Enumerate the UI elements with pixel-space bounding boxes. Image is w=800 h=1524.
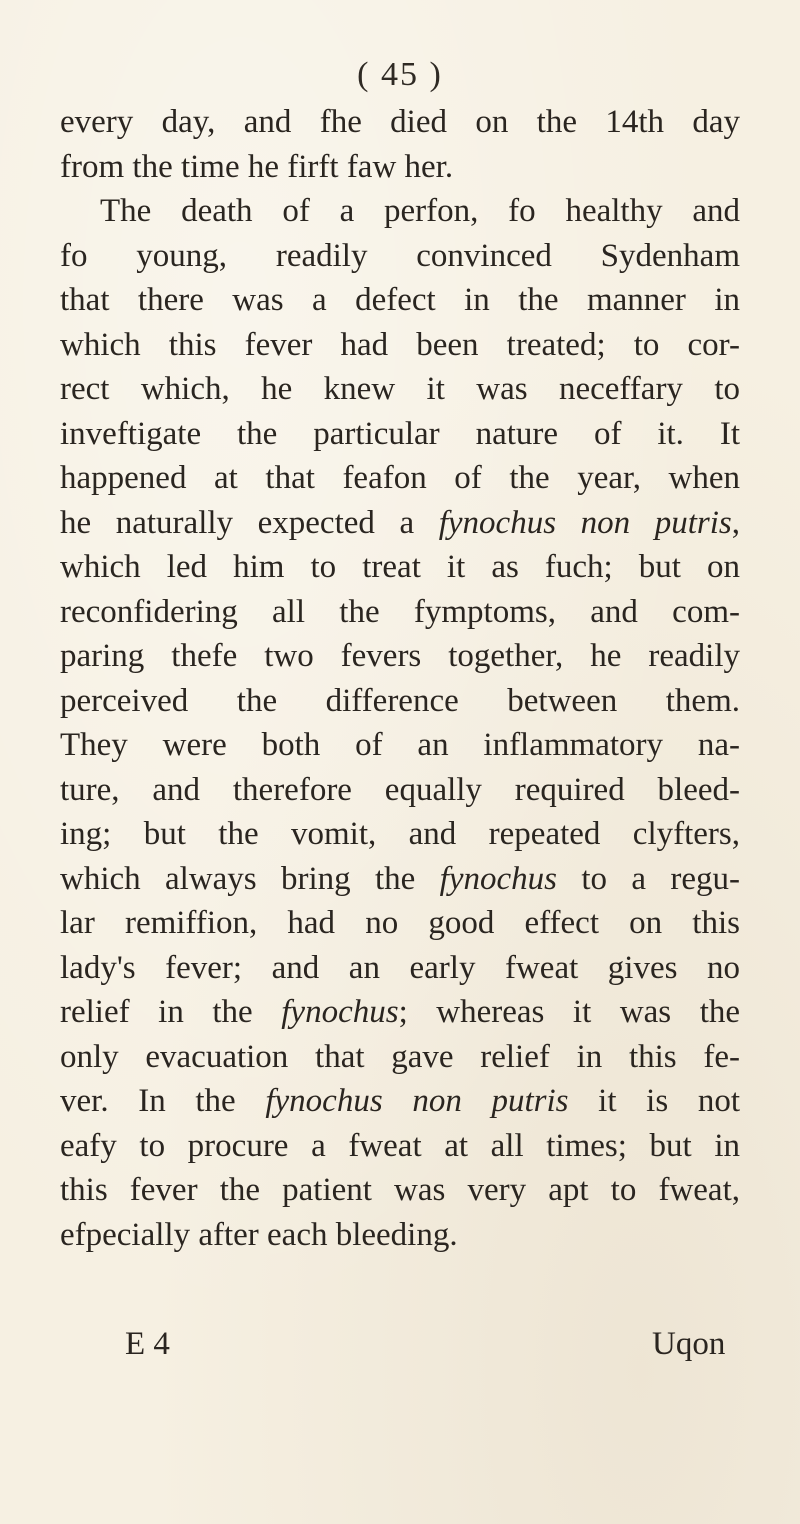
- text-line: reconfidering all the fymptoms, and com-: [60, 593, 740, 630]
- text-line: perceived the difference between them.: [60, 682, 740, 719]
- text-line: ture, and therefore equally required bleed-: [60, 771, 740, 808]
- text-line: every day, and fhe died on the 14th day: [60, 104, 740, 140]
- text-line: which led him to treat it as fuch; but on: [60, 549, 740, 585]
- text-line: which always bring the fynochus to a regu-: [60, 860, 740, 897]
- text-line: paring thefe two fevers together, he readily: [60, 638, 740, 674]
- text-line: eafy to procure a fweat at all times; but in: [60, 1127, 740, 1164]
- text-line: he naturally expected a fynochus non putris,: [60, 504, 740, 541]
- text-line: that there was a defect in the manner in: [60, 282, 740, 318]
- text-line: relief in the fynochus; whereas it was the: [60, 994, 740, 1030]
- text-line: rect which, he knew it was neceffary to: [60, 371, 740, 407]
- italic-term: fynochus non putris: [438, 504, 732, 541]
- italic-term: fynochus: [281, 994, 399, 1030]
- text-line: happened at that feafon of the year, when: [60, 460, 740, 496]
- text-line: ing; but the vomit, and repeated clyfters,: [60, 816, 740, 852]
- text-line: inveftigate the particular nature of it. It: [60, 415, 740, 452]
- text-line: ver. In the fynochus non putris it is not: [60, 1083, 740, 1119]
- signature-mark: E 4: [125, 1326, 170, 1362]
- text-line: this fever the patient was very apt to fweat,: [60, 1172, 740, 1208]
- text-line: They were both of an inflammatory na-: [60, 727, 740, 763]
- page-number-header: ( 45 ): [357, 56, 443, 93]
- text-line: fo young, readily convinced Sydenham: [60, 237, 740, 274]
- italic-term: fynochus: [439, 860, 557, 897]
- italic-term: fynochus non putris: [265, 1083, 569, 1119]
- text-line: only evacuation that gave relief in this fe-: [60, 1038, 740, 1075]
- text-line: The death of a perfon, fo healthy and: [100, 193, 740, 229]
- text-line: from the time he firft faw her.: [60, 148, 454, 185]
- text-line: which this fever had been treated; to cor-: [60, 326, 740, 363]
- body-text: [60, 100, 740, 1257]
- catchword: Uqon: [652, 1326, 726, 1362]
- text-line: efpecially after each bleeding.: [60, 1216, 458, 1253]
- page-footer: [0, 1326, 800, 1370]
- text-line: lady's fever; and an early fweat gives no: [60, 949, 740, 986]
- text-line: lar remiffion, had no good effect on this: [60, 905, 740, 941]
